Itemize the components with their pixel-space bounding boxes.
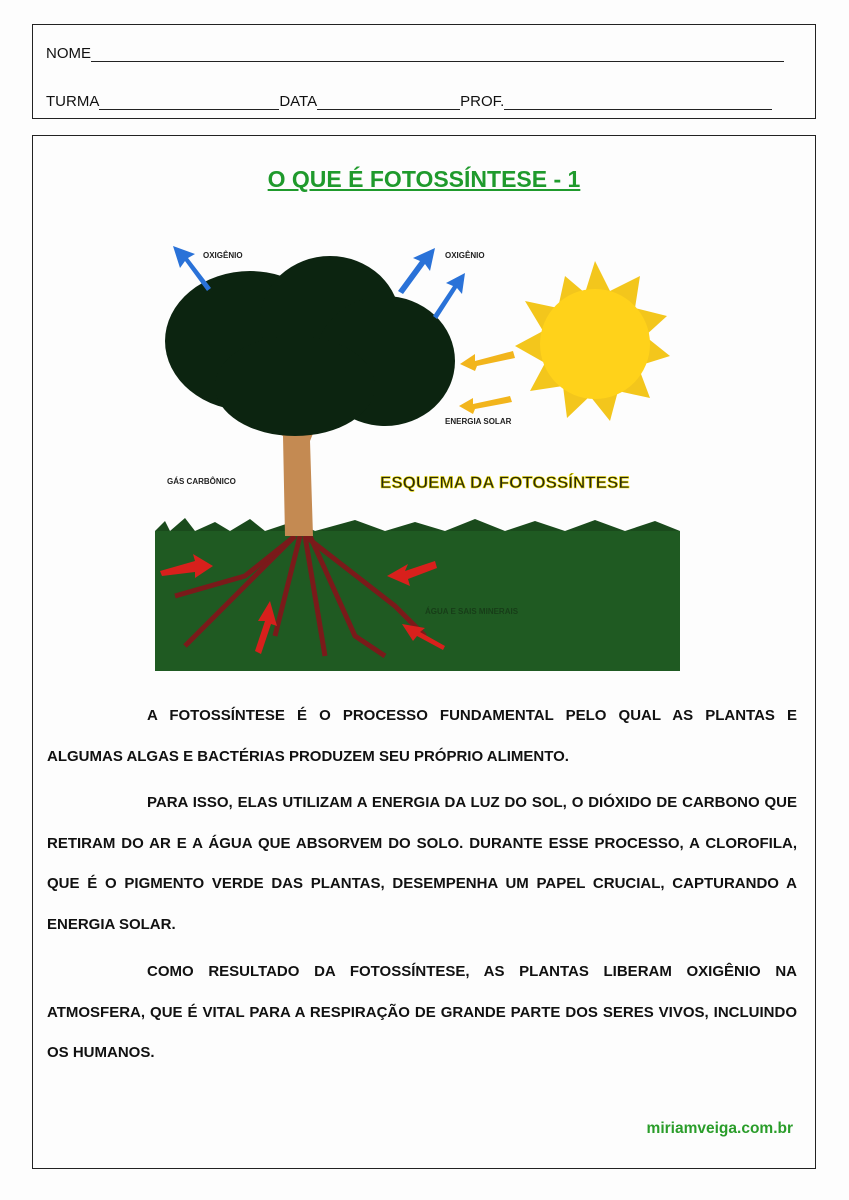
- paragraph-1-text: A FOTOSSÍNTESE É O PROCESSO FUNDAMENTAL PELO QUAL AS PLANTAS E ALGUMAS ALGAS E BACTÉRIAS PRODUZEM SEU PRÓPRIO ALIMENTO.: [47, 707, 797, 765]
- grass: [155, 518, 680, 531]
- title-text: O QUE É FOTOSSÍNTESE - 1: [267, 166, 581, 192]
- solar-arrows: [459, 351, 515, 414]
- page-title: [33, 166, 815, 193]
- teacher-field[interactable]: [504, 96, 772, 110]
- ground: [155, 531, 680, 671]
- paragraph-2: [47, 783, 797, 945]
- class-row: [46, 93, 772, 110]
- paragraph-1: [47, 696, 797, 777]
- scheme-title: ESQUEMA DA FOTOSSÍNTESE: [380, 473, 630, 492]
- photosynthesis-diagram: [155, 236, 683, 676]
- oxygen-right-label: OXIGÊNIO: [445, 251, 485, 260]
- water-minerals-label: ÁGUA E SAIS MINERAIS: [425, 607, 519, 616]
- worksheet-body: [32, 135, 816, 1169]
- date-label: DATA: [279, 93, 318, 110]
- class-field[interactable]: [99, 96, 279, 110]
- solar-energy-label: ENERGIA SOLAR: [445, 417, 512, 426]
- oxygen-left-label: OXIGÊNIO: [203, 251, 243, 260]
- paragraph-2-text: PARA ISSO, ELAS UTILIZAM A ENERGIA DA LUZ DO SOL, O DIÓXIDO DE CARBONO QUE RETIRAM DO AR E A ÁGUA QUE ABSORVEM DO SOLO. DURANTE ESSE PROCESSO, A CLOROFILA, QUE É O PIGMENTO VERDE DAS PLANTAS, DESEMPENHA UM PAPEL CRUCIAL, CAPTURANDO A ENERGIA SOLAR.: [47, 794, 797, 933]
- class-label: TURMA: [46, 93, 100, 110]
- paragraph-3: [47, 952, 797, 1074]
- teacher-label: PROF.: [460, 93, 505, 110]
- date-field[interactable]: [317, 96, 460, 110]
- student-info-header: [32, 24, 816, 119]
- tree-canopy: [165, 256, 455, 436]
- name-label: NOME: [46, 45, 91, 62]
- name-row: [46, 45, 784, 62]
- name-field[interactable]: [91, 48, 784, 62]
- sun-icon: [515, 261, 670, 421]
- carbon-gas-label: GÁS CARBÔNICO: [167, 477, 236, 486]
- website-credit: miriamveiga.com.br: [646, 1120, 793, 1137]
- paragraph-3-text: COMO RESULTADO DA FOTOSSÍNTESE, AS PLANTAS LIBERAM OXIGÊNIO NA ATMOSFERA, QUE É VITAL PARA A RESPIRAÇÃO DE GRANDE PARTE DOS SERES VIVOS, INCLUINDO OS HUMANOS.: [47, 963, 797, 1061]
